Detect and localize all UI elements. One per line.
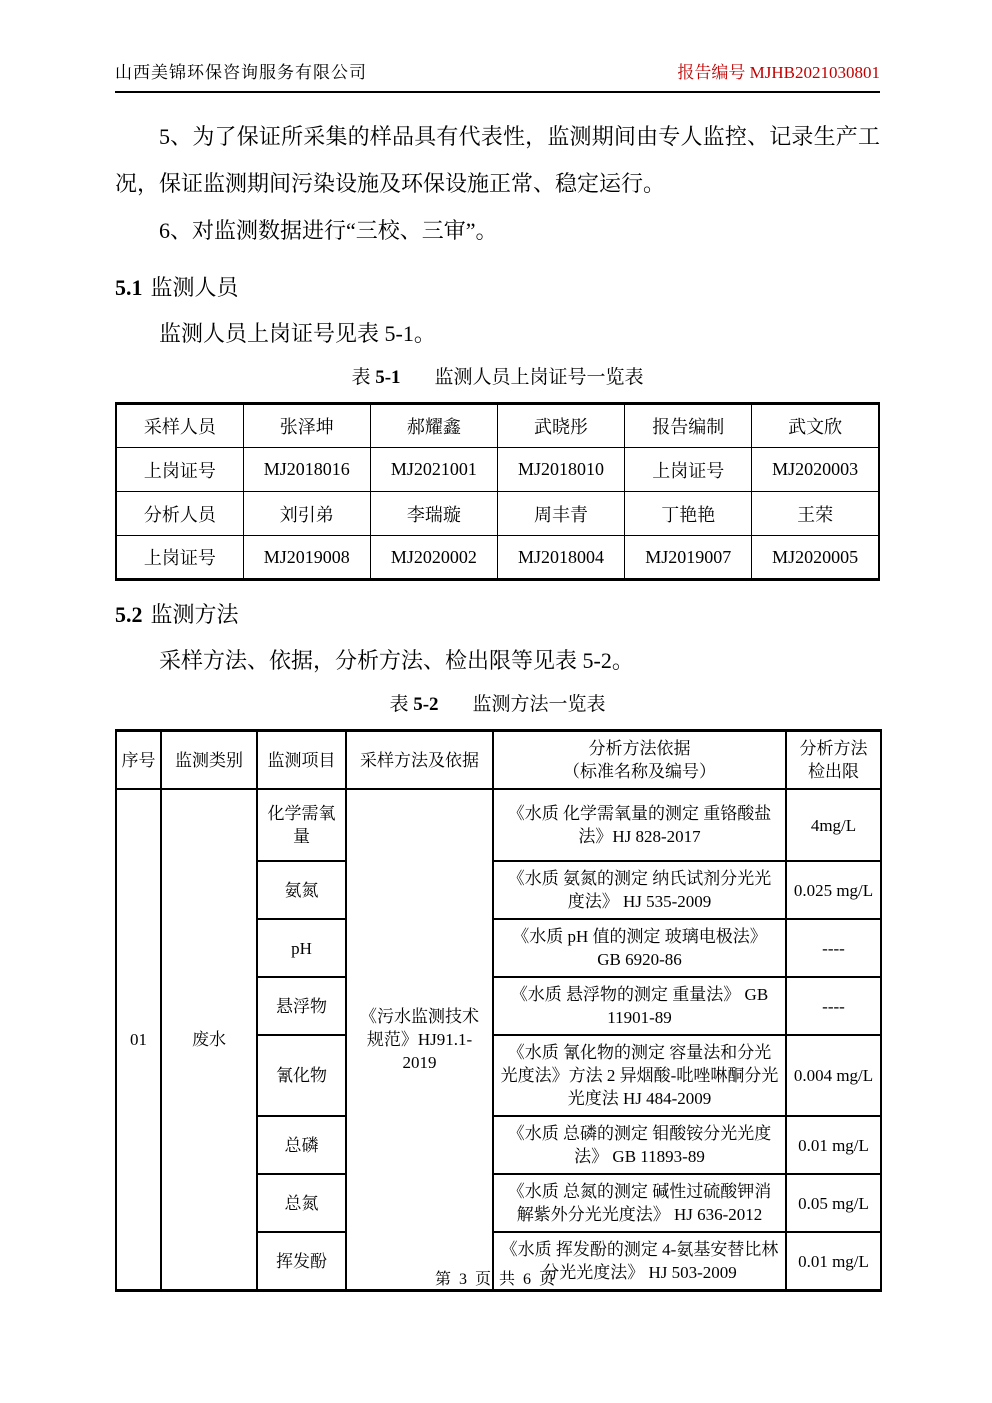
table-cell: MJ2019008 bbox=[243, 536, 370, 580]
caption-number: 5-1 bbox=[375, 367, 401, 388]
header-cell-category: 监测类别 bbox=[161, 731, 257, 790]
header-cell-item: 监测项目 bbox=[257, 731, 346, 790]
item-cell: 化学需氧量 bbox=[257, 789, 346, 861]
table-cell: MJ2018004 bbox=[497, 536, 624, 580]
table-cell: 分析人员 bbox=[116, 492, 243, 536]
section-heading-5-1 bbox=[115, 268, 880, 308]
item-cell: 总氮 bbox=[257, 1174, 346, 1232]
section-5-2-intro: 采样方法、依据，分析方法、检出限等见表 5-2。 bbox=[159, 648, 634, 673]
personnel-table bbox=[115, 402, 880, 581]
limit-cell: 0.01 mg/L bbox=[786, 1232, 881, 1291]
section-number: 5.2 bbox=[115, 602, 143, 627]
table-cell: 武晓彤 bbox=[497, 404, 624, 448]
table-cell: MJ2018016 bbox=[243, 448, 370, 492]
table-cell: 上岗证号 bbox=[116, 448, 243, 492]
item-cell: 总磷 bbox=[257, 1116, 346, 1174]
serial-cell: 01 bbox=[116, 789, 161, 1291]
caption-prefix: 表 bbox=[351, 367, 371, 388]
limit-cell: ---- bbox=[786, 977, 881, 1035]
table-header-row bbox=[116, 731, 881, 790]
paragraph-6: 6、对监测数据进行“三校、三审”。 bbox=[159, 218, 498, 243]
company-name: 山西美锦环保咨询服务有限公司 bbox=[115, 63, 367, 82]
table-row bbox=[116, 404, 879, 448]
caption-title: 监测人员上岗证号一览表 bbox=[434, 367, 644, 388]
table-cell: MJ2020002 bbox=[370, 536, 497, 580]
table-cell: 刘引弟 bbox=[243, 492, 370, 536]
methods-table bbox=[115, 729, 882, 1292]
table-cell: 上岗证号 bbox=[625, 448, 752, 492]
category-cell: 废水 bbox=[161, 789, 257, 1291]
item-cell: pH bbox=[257, 919, 346, 977]
table-cell: 周丰青 bbox=[497, 492, 624, 536]
header-cell-serial: 序号 bbox=[116, 731, 161, 790]
limit-cell: ---- bbox=[786, 919, 881, 977]
table-row bbox=[116, 448, 879, 492]
table-cell: 上岗证号 bbox=[116, 536, 243, 580]
table-cell: MJ2020005 bbox=[752, 536, 879, 580]
table-cell: MJ2018010 bbox=[497, 448, 624, 492]
table-cell: 李瑞璇 bbox=[370, 492, 497, 536]
table-5-2-caption bbox=[115, 691, 880, 719]
table-cell: 武文欣 bbox=[752, 404, 879, 448]
method-cell: 《水质 氰化物的测定 容量法和分光光度法》方法 2 异烟酸-吡唑啉酮分光光度法 HJ 484-2009 bbox=[493, 1035, 786, 1116]
paragraph-5: 5、为了保证所采集的样品具有代表性，监测期间由专人监控、记录生产工况，保证监测期间污染设施及环保设施正常、稳定运行。 bbox=[115, 124, 880, 196]
table-cell: 报告编制 bbox=[625, 404, 752, 448]
limit-cell: 0.025 mg/L bbox=[786, 861, 881, 919]
caption-prefix: 表 bbox=[389, 694, 409, 715]
limit-cell: 0.004 mg/L bbox=[786, 1035, 881, 1116]
method-cell: 《水质 氨氮的测定 纳氏试剂分光光度法》 HJ 535-2009 bbox=[493, 861, 786, 919]
method-cell: 《水质 总氮的测定 碱性过硫酸钾消解紫外分光光度法》 HJ 636-2012 bbox=[493, 1174, 786, 1232]
limit-cell: 0.01 mg/L bbox=[786, 1116, 881, 1174]
table-cell: 王荣 bbox=[752, 492, 879, 536]
method-cell: 《水质 pH 值的测定 玻璃电极法》 GB 6920-86 bbox=[493, 919, 786, 977]
table-cell: MJ2020003 bbox=[752, 448, 879, 492]
item-cell: 挥发酚 bbox=[257, 1232, 346, 1291]
table-5-1-caption bbox=[115, 364, 880, 392]
table-row bbox=[116, 492, 879, 536]
header-cell-method: 分析方法依据 （标准名称及编号） bbox=[493, 731, 786, 790]
limit-cell: 4mg/L bbox=[786, 789, 881, 861]
table-cell: 张泽坤 bbox=[243, 404, 370, 448]
report-number: 报告编号 MJHB2021030801 bbox=[677, 63, 880, 82]
page-content bbox=[115, 113, 880, 1292]
table-cell: 丁艳艳 bbox=[625, 492, 752, 536]
item-cell: 氨氮 bbox=[257, 861, 346, 919]
caption-number: 5-2 bbox=[413, 694, 439, 715]
method-cell: 《水质 挥发酚的测定 4-氨基安替比林分光光度法》 HJ 503-2009 bbox=[493, 1232, 786, 1291]
method-cell: 《水质 化学需氧量的测定 重铬酸盐法》HJ 828-2017 bbox=[493, 789, 786, 861]
section-number: 5.1 bbox=[115, 275, 143, 300]
section-title: 监测人员 bbox=[150, 275, 239, 300]
section-heading-5-2 bbox=[115, 595, 880, 635]
table-cell: MJ2021001 bbox=[370, 448, 497, 492]
method-cell: 《水质 悬浮物的测定 重量法》 GB 11901-89 bbox=[493, 977, 786, 1035]
page-number: 第 3 页 共 6 页 bbox=[434, 1271, 557, 1288]
caption-title: 监测方法一览表 bbox=[472, 694, 606, 715]
table-cell: MJ2019007 bbox=[625, 536, 752, 580]
item-cell: 悬浮物 bbox=[257, 977, 346, 1035]
table-row bbox=[116, 789, 881, 861]
section-title: 监测方法 bbox=[150, 602, 239, 627]
table-cell: 郝耀鑫 bbox=[370, 404, 497, 448]
table-cell: 采样人员 bbox=[116, 404, 243, 448]
limit-cell: 0.05 mg/L bbox=[786, 1174, 881, 1232]
method-cell: 《水质 总磷的测定 钼酸铵分光光度法》 GB 11893-89 bbox=[493, 1116, 786, 1174]
header-cell-limit: 分析方法 检出限 bbox=[786, 731, 881, 790]
table-row bbox=[116, 536, 879, 580]
header-cell-sampling: 采样方法及依据 bbox=[346, 731, 493, 790]
section-5-1-intro: 监测人员上岗证号见表 5-1。 bbox=[159, 321, 436, 346]
item-cell: 氰化物 bbox=[257, 1035, 346, 1116]
page-header bbox=[115, 58, 880, 93]
sampling-method-cell: 《污水监测技术规范》HJ91.1-2019 bbox=[346, 789, 493, 1291]
